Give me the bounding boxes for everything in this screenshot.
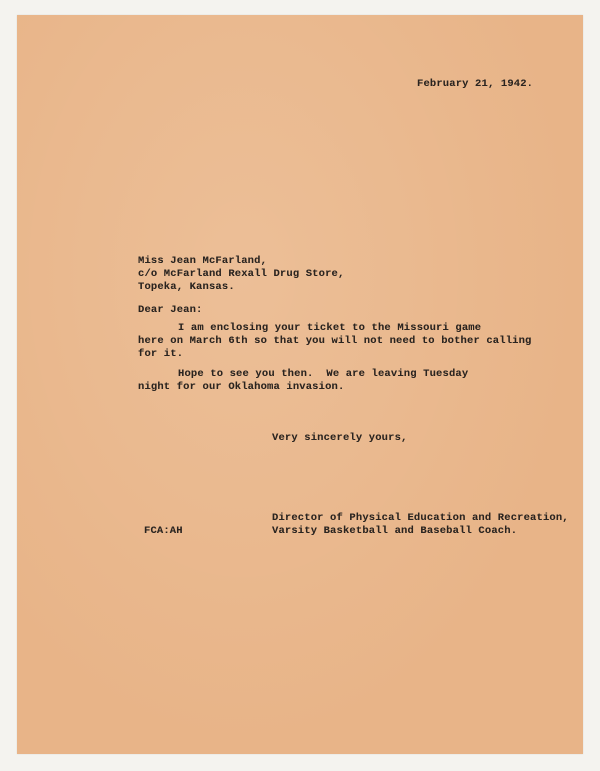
paragraph-2-line-2: night for our Oklahoma invasion. (138, 381, 345, 393)
paragraph-1-line-2: here on March 6th so that you will not need to bother calling (138, 335, 532, 347)
paragraph-2-line-1: Hope to see you then. We are leaving Tuesday (178, 368, 469, 380)
recipient-name: Miss Jean McFarland, (138, 255, 268, 267)
recipient-city: Topeka, Kansas. (138, 281, 235, 293)
recipient-address-line: c/o McFarland Rexall Drug Store, (138, 268, 345, 280)
salutation: Dear Jean: (138, 304, 203, 316)
closing: Very sincerely yours, (272, 432, 408, 444)
reference-initials: FCA:AH (144, 525, 183, 537)
signature-title-line-2: Varsity Basketball and Baseball Coach. (272, 525, 518, 537)
letter-date: February 21, 1942. (417, 78, 534, 90)
signature-title-line-1: Director of Physical Education and Recreation, (272, 512, 569, 524)
paragraph-1-line-1: I am enclosing your ticket to the Missouri game (178, 322, 482, 334)
paragraph-1-line-3: for it. (138, 348, 184, 360)
